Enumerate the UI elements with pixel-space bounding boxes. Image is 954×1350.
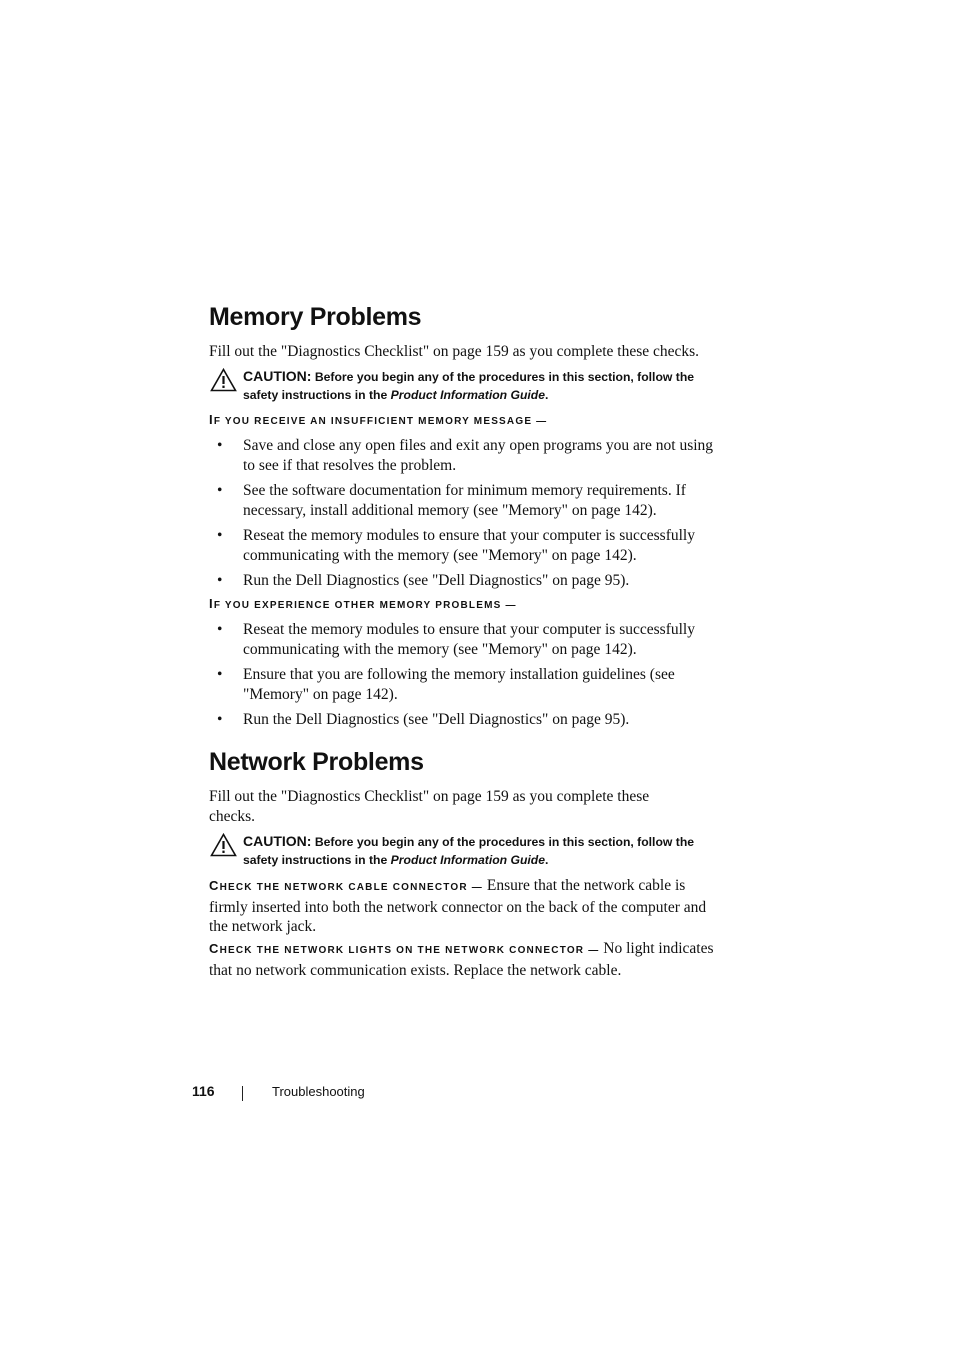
network-lights-check [209, 939, 724, 980]
insufficient-memory-subheading [209, 412, 547, 427]
check-cable-heading [209, 878, 483, 893]
subheading-initial: I [209, 412, 214, 427]
list-item-text: Save and close any open files and exit any open programs you are not using to see if that resolves the problem. [243, 437, 714, 474]
caution-guide-title: Product Information Guide [390, 852, 546, 867]
caution-triangle-icon [210, 368, 237, 392]
subheading-rest: F YOU RECEIVE AN INSUFFICIENT MEMORY MESSAGE — [213, 416, 548, 427]
bullet-icon: • [217, 572, 223, 589]
caution-triangle-icon [210, 833, 237, 857]
list-item-text: Run the Dell Diagnostics (see "Dell Diagnostics" on page 95). [243, 711, 630, 728]
caution-body: Before you begin any of the procedures in this section, follow the safety instructions in the [243, 835, 695, 867]
memory-intro: Fill out the "Diagnostics Checklist" on page 159 as you complete these checks. [209, 343, 700, 360]
check-cable-body: Ensure that the network cable is firmly inserted into both the network connector on the back of the computer and the network jack. [209, 877, 707, 935]
runin-rest: HECK THE NETWORK LIGHTS ON THE NETWORK CONNECTOR — [219, 945, 600, 956]
footer-separator [242, 1086, 243, 1101]
runin-rest: HECK THE NETWORK CABLE CONNECTOR — [219, 882, 483, 893]
list-item-text: See the software documentation for minimum memory requirements. If necessary, install additional memory (see "Memory" on page 142). [243, 482, 686, 519]
caution-end: . [545, 852, 549, 867]
check-lights-body: No light indicates that no network communication exists. Replace the network cable. [209, 940, 714, 979]
runin-initial: C [209, 941, 220, 956]
bullet-icon: • [217, 527, 223, 544]
network-cable-check [209, 876, 724, 937]
page-number: 116 [192, 1083, 215, 1099]
network-caution-text [243, 833, 723, 869]
bullet-icon: • [217, 711, 223, 728]
subheading-rest: F YOU EXPERIENCE OTHER MEMORY PROBLEMS — [213, 600, 517, 611]
other-memory-problems-subheading [209, 596, 517, 611]
caution-label: CAUTION: [243, 833, 312, 849]
check-lights-heading [209, 941, 600, 956]
bullet-icon: • [217, 437, 223, 454]
caution-end: . [545, 387, 549, 402]
memory-caution-text [243, 368, 723, 404]
list-item-text: Ensure that you are following the memory installation guidelines (see "Memory" on page 142). [243, 666, 675, 703]
bullet-icon: • [217, 666, 223, 683]
footer-section-title: Troubleshooting [272, 1084, 365, 1099]
memory-caution [209, 368, 724, 406]
network-caution [209, 833, 724, 871]
memory-problems-heading: Memory Problems [209, 303, 422, 331]
caution-guide-title: Product Information Guide [390, 387, 546, 402]
caution-label: CAUTION: [243, 368, 312, 384]
network-intro: Fill out the "Diagnostics Checklist" on page 159 as you complete these checks. [209, 788, 650, 825]
list-item-text: Run the Dell Diagnostics (see "Dell Diagnostics" on page 95). [243, 572, 630, 589]
subheading-initial: I [209, 596, 214, 611]
list-item-text: Reseat the memory modules to ensure that your computer is successfully communicating with the memory (see "Memory" on page 142). [243, 621, 695, 658]
network-problems-heading: Network Problems [209, 748, 424, 776]
bullet-icon: • [217, 621, 223, 638]
runin-initial: C [209, 878, 220, 893]
bullet-icon: • [217, 482, 223, 499]
list-item-text: Reseat the memory modules to ensure that your computer is successfully communicating with the memory (see "Memory" on page 142). [243, 527, 695, 564]
caution-body: Before you begin any of the procedures in this section, follow the safety instructions in the [243, 370, 695, 402]
